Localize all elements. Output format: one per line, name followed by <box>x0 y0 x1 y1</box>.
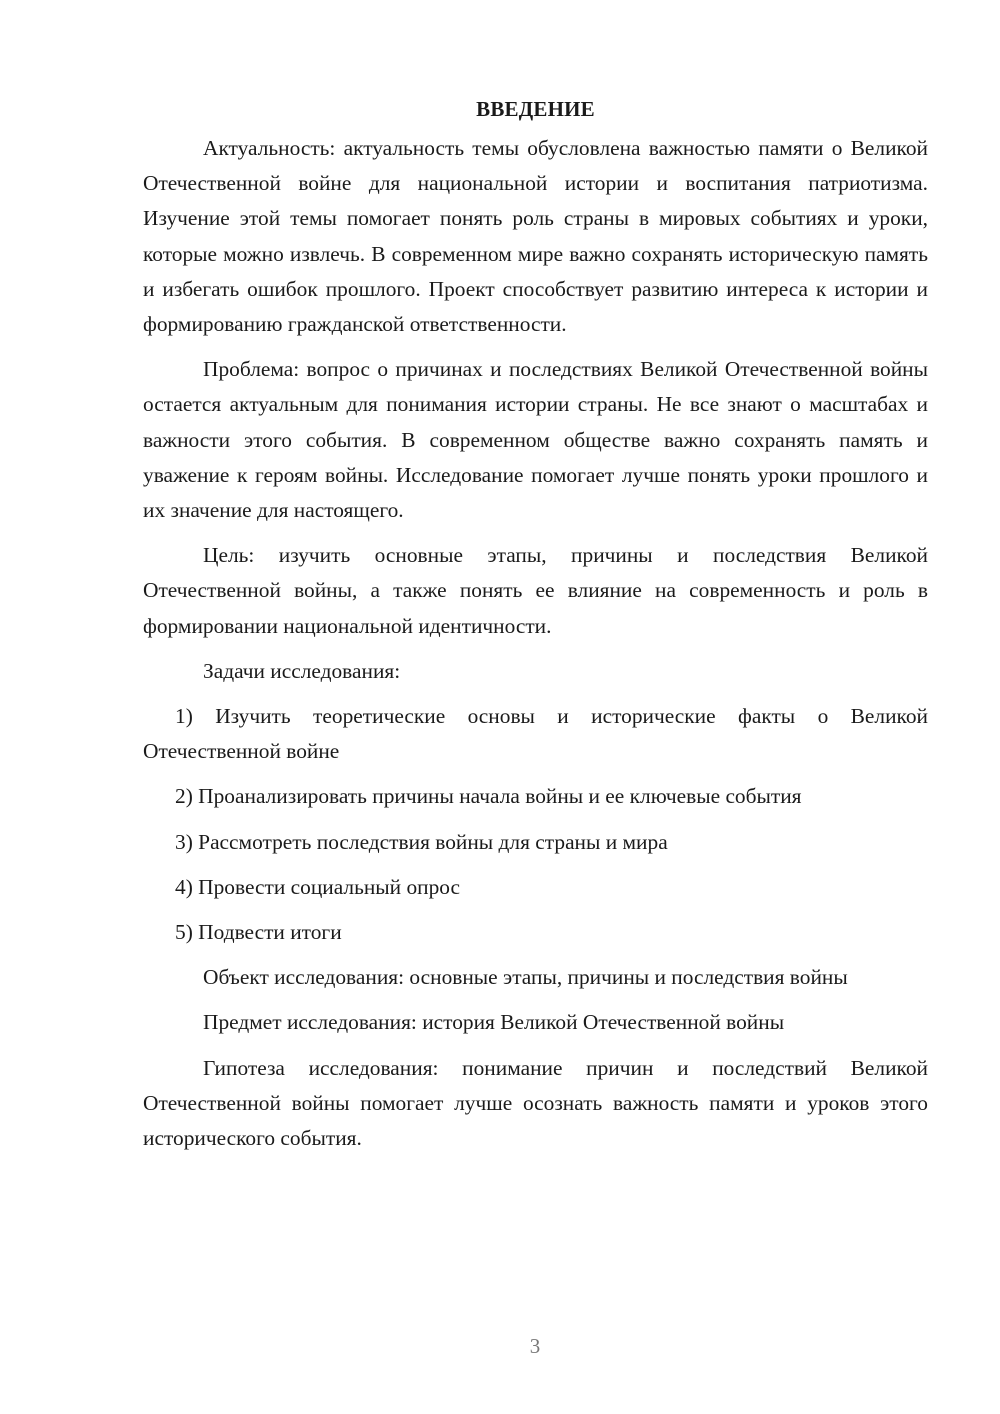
subject-paragraph: Предмет исследования: история Великой Отечественной войны <box>203 1010 785 1035</box>
task-item: 4) Провести социальный опрос <box>175 874 461 899</box>
document-page <box>143 92 928 1166</box>
task-item: 5) Подвести итоги <box>175 920 342 945</box>
page-title: ВВЕДЕНИЕ <box>476 97 595 121</box>
task-item: 2) Проанализировать причины начала войны и ее ключевые события <box>175 784 802 809</box>
problem-paragraph: Проблема: вопрос о причинах и последствиях Великой Отечественной войны остается актуальным для понимания истории страны. Не все знают о масштабах и важности этого события. В современном обществе важно сохранять память и уважение к героям войны. Исследование помогает лучше понять уроки прошлого и их значение для настоящего. <box>143 357 928 523</box>
relevance-paragraph: Актуальность: актуальность темы обусловлена важностью памяти о Великой Отечественной войне для национальной истории и воспитания патриотизма. Изучение этой темы помогает понять роль страны в мировых событиях и уроки, которые можно извлечь. В современном мире важно сохранять историческую память и избегать ошибок прошлого. Проект способствует развитию интереса к истории и формированию гражданской ответственности. <box>143 136 928 337</box>
tasks-heading: Задачи исследования: <box>203 658 401 683</box>
hypothesis-paragraph: Гипотеза исследования: понимание причин и последствий Великой Отечественной войны помогает лучше осознать важность памяти и уроков этого исторического события. <box>143 1055 928 1151</box>
page-number: 3 <box>529 1334 541 1358</box>
goal-paragraph: Цель: изучить основные этапы, причины и последствия Великой Отечественной войны, а также понять ее влияние на современность и роль в формировании национальной идентичности. <box>143 543 928 638</box>
task-item: 1) Изучить теоретические основы и исторические факты о Великой Отечественной войне <box>143 704 928 764</box>
task-item: 3) Рассмотреть последствия войны для страны и мира <box>175 829 668 854</box>
object-paragraph: Объект исследования: основные этапы, причины и последствия войны <box>203 965 848 990</box>
tasks-list <box>143 699 928 950</box>
